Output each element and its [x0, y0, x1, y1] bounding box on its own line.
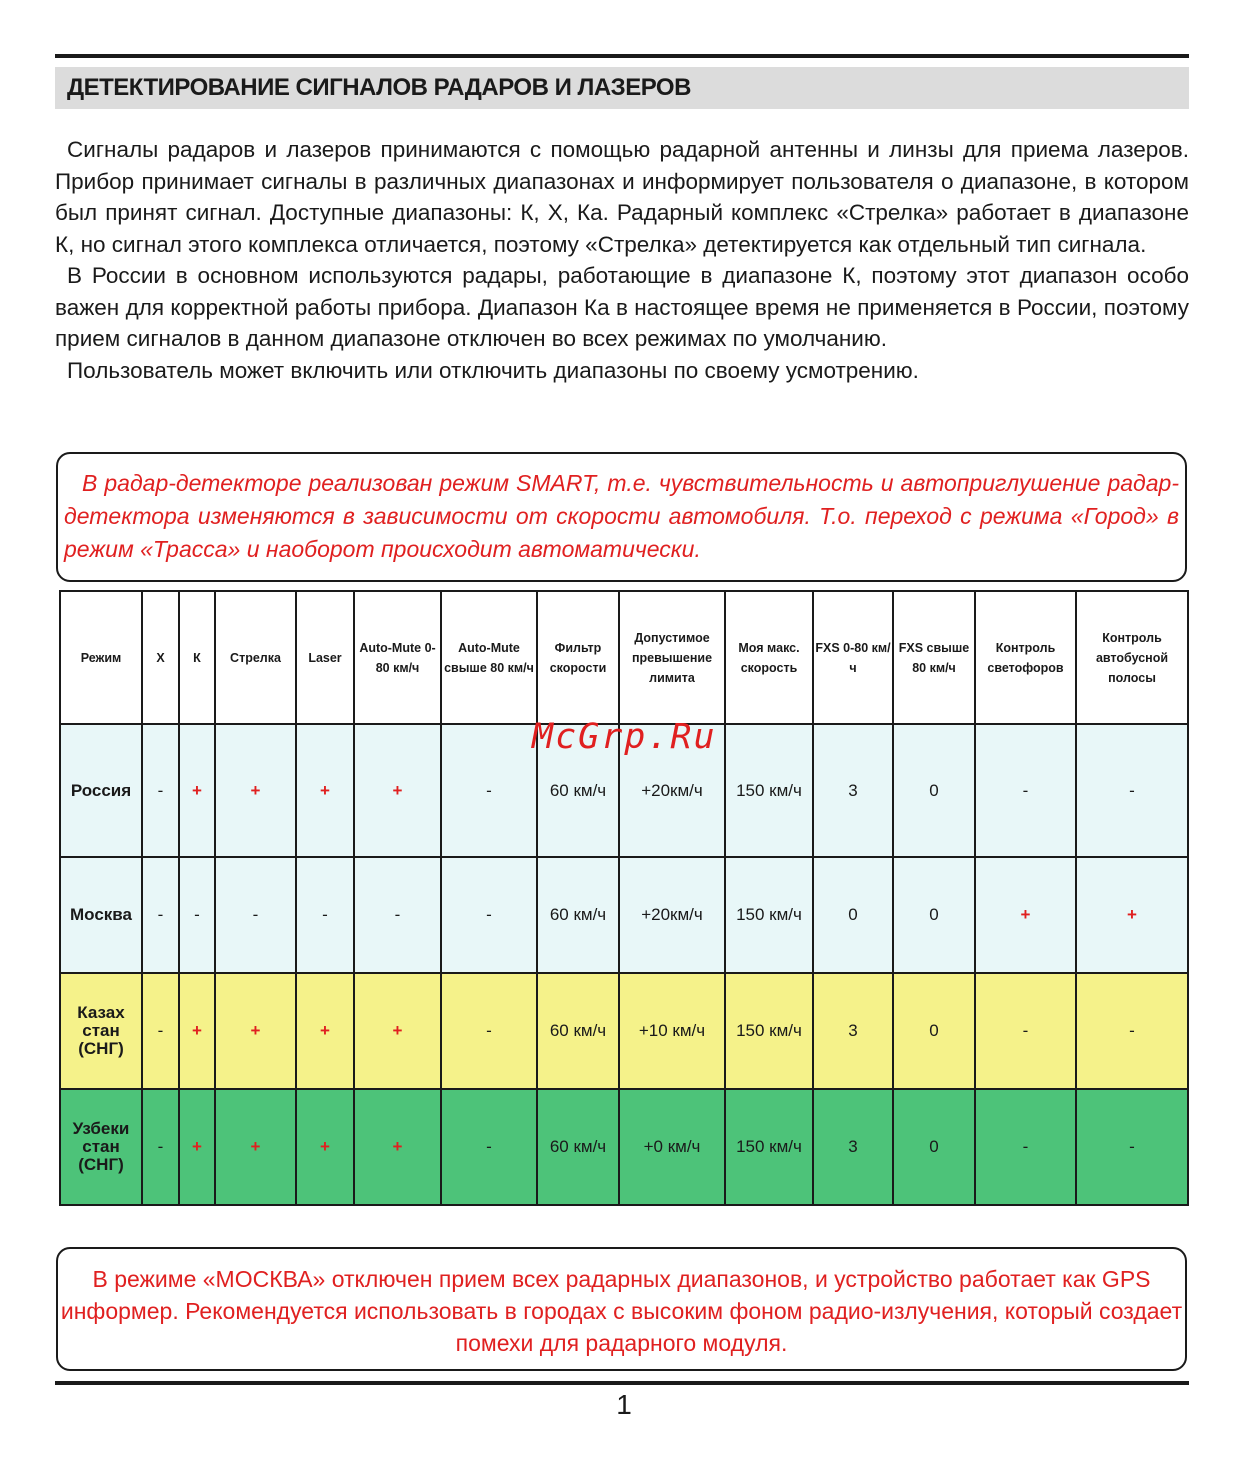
- table-cell: +: [296, 1089, 354, 1205]
- table-cell: -: [142, 857, 179, 973]
- table-cell: 150 км/ч: [725, 724, 813, 857]
- header-k: К: [179, 591, 215, 724]
- smart-notice-text: В радар-детекторе реализован режим SMART, т.е. чувствительность и автоприглушение радар-детектора изменяются в зависимости от скорости автомобиля. Т.о. переход с режима «Город» в режим «Трасса» и наоборот происходит автоматически.: [64, 470, 1179, 562]
- table-cell: 60 км/ч: [537, 857, 619, 973]
- table-cell: -: [1076, 973, 1188, 1089]
- table-cell: +: [354, 1089, 441, 1205]
- table-cell: -: [296, 857, 354, 973]
- header-speed-filter: Фильтр скорости: [537, 591, 619, 724]
- header-automute-low: Auto-Mute 0-80 км/ч: [354, 591, 441, 724]
- table-cell: 0: [813, 857, 893, 973]
- section-heading-bar: [55, 67, 1189, 109]
- table-cell: 0: [893, 857, 975, 973]
- table-cell: 3: [813, 724, 893, 857]
- table-cell: -: [215, 857, 296, 973]
- header-laser: Laser: [296, 591, 354, 724]
- page-number: 1: [616, 1389, 632, 1420]
- top-rule: [55, 54, 1189, 58]
- table-cell: +0 км/ч: [619, 1089, 725, 1205]
- table-row: [60, 973, 1188, 1089]
- header-x: Х: [142, 591, 179, 724]
- row-mode: Узбеки стан (СНГ): [60, 1089, 142, 1205]
- header-fxs-low: FXS 0-80 км/ч: [813, 591, 893, 724]
- table-cell: -: [441, 973, 537, 1089]
- header-traffic-light-control: Контроль светофоров: [975, 591, 1076, 724]
- table-cell: -: [975, 1089, 1076, 1205]
- moscow-mode-notice: [56, 1247, 1187, 1371]
- header-strelka: Стрелка: [215, 591, 296, 724]
- table-cell: -: [441, 724, 537, 857]
- table-cell: 0: [893, 973, 975, 1089]
- intro-text: [55, 134, 1189, 386]
- header-fxs-high: FXS свыше 80 км/ч: [893, 591, 975, 724]
- intro-paragraph: В России в основном используются радары, работающие в диапазоне К, поэтому этот диапазон особо важен для корректной работы прибора. Диапазон Ка в настоящее время не применяется в России, поэтому прием сигналов в данном диапазоне отключен во всех режимах по умолчанию.: [55, 263, 1189, 351]
- table-cell: -: [142, 724, 179, 857]
- table-cell: -: [142, 973, 179, 1089]
- section-heading: ДЕТЕКТИРОВАНИЕ СИГНАЛОВ РАДАРОВ И ЛАЗЕРОВ: [67, 74, 691, 101]
- table-cell: -: [975, 973, 1076, 1089]
- header-max-speed: Моя макс. скорость: [725, 591, 813, 724]
- table-cell: 0: [893, 724, 975, 857]
- row-mode: Россия: [60, 724, 142, 857]
- table-cell: 150 км/ч: [725, 973, 813, 1089]
- table-cell: +: [1076, 857, 1188, 973]
- header-allowed-excess: Допустимое превышение лимита: [619, 591, 725, 724]
- table-cell: +: [215, 973, 296, 1089]
- table-row: [60, 1089, 1188, 1205]
- table-cell: +: [354, 724, 441, 857]
- table-cell: +: [975, 857, 1076, 973]
- header-automute-high: Auto-Mute свыше 80 км/ч: [441, 591, 537, 724]
- table-cell: 150 км/ч: [725, 857, 813, 973]
- header-bus-lane-control: Контроль автобусной полосы: [1076, 591, 1188, 724]
- smart-mode-notice: [56, 452, 1187, 582]
- table-cell: 60 км/ч: [537, 973, 619, 1089]
- table-cell: -: [1076, 1089, 1188, 1205]
- table-cell: +: [179, 724, 215, 857]
- table-cell: +20км/ч: [619, 724, 725, 857]
- row-mode: Москва: [60, 857, 142, 973]
- table-cell: +: [215, 1089, 296, 1205]
- intro-paragraph: Сигналы радаров и лазеров принимаются с помощью радарной антенны и линзы для приема лазеров. Прибор принимает сигналы в различных диапазонах и информирует пользователя о диапазоне, в котором был принят сигнал. Доступные диапазоны: К, Х, Ка. Радарный комплекс «Стрелка» работает в диапазоне К, но сигнал этого комплекса отличается, поэтому «Стрелка» детектируется как отдельный тип сигнала.: [55, 137, 1189, 257]
- moscow-notice-text: В режиме «МОСКВА» отключен прием всех радарных диапазонов, и устройство работает как GPS информер. Рекомендуется использовать в городах с высоким фоном радио-излучения, который создает помехи для радарного модуля.: [60, 1266, 1183, 1356]
- table-cell: 0: [893, 1089, 975, 1205]
- table-cell: +: [296, 973, 354, 1089]
- table-cell: +: [179, 1089, 215, 1205]
- table-cell: 60 км/ч: [537, 1089, 619, 1205]
- header-mode: Режим: [60, 591, 142, 724]
- table-cell: -: [441, 857, 537, 973]
- table-cell: +: [215, 724, 296, 857]
- table-cell: -: [1076, 724, 1188, 857]
- table-cell: +10 км/ч: [619, 973, 725, 1089]
- table-cell: +: [354, 973, 441, 1089]
- row-mode: Казах стан (СНГ): [60, 973, 142, 1089]
- table-cell: 3: [813, 1089, 893, 1205]
- table-cell: -: [142, 1089, 179, 1205]
- table-cell: +: [179, 973, 215, 1089]
- table-cell: 150 км/ч: [725, 1089, 813, 1205]
- table-cell: 3: [813, 973, 893, 1089]
- table-cell: -: [179, 857, 215, 973]
- table-cell: +20км/ч: [619, 857, 725, 973]
- table-cell: -: [441, 1089, 537, 1205]
- table-cell: -: [975, 724, 1076, 857]
- table-row: [60, 857, 1188, 973]
- table-cell: +: [296, 724, 354, 857]
- table-cell: 60 км/ч: [537, 724, 619, 857]
- modes-table: [59, 590, 1189, 1206]
- bottom-rule: [55, 1381, 1189, 1385]
- table-header-row: [60, 591, 1188, 724]
- table-cell: -: [354, 857, 441, 973]
- watermark: McGrp.Ru: [532, 717, 717, 757]
- intro-paragraph: Пользователь может включить или отключить диапазоны по своему усмотрению.: [67, 357, 919, 383]
